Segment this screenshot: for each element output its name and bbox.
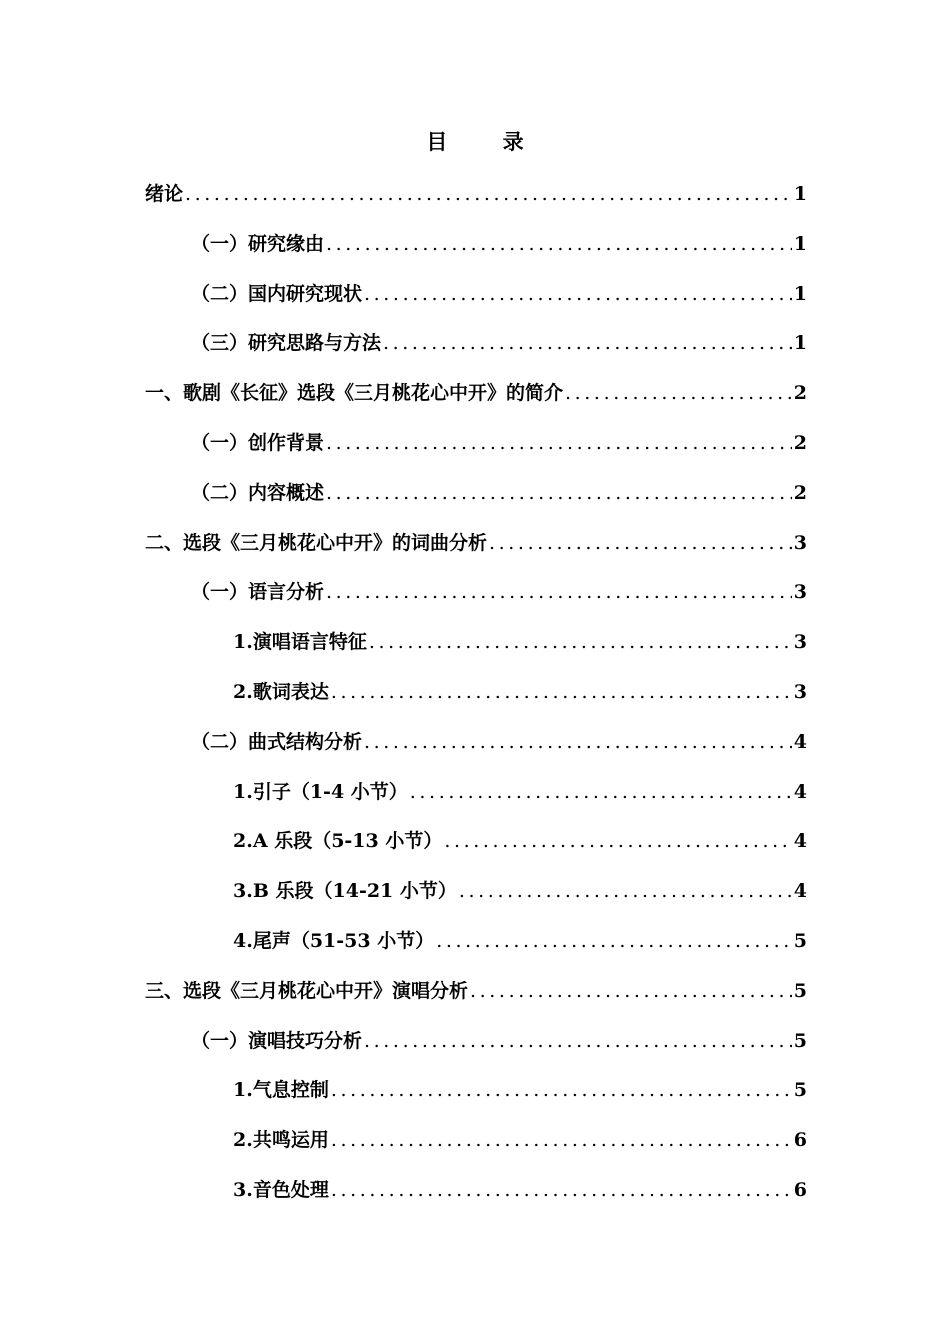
toc-entry-title: 二、选段《三月桃花心中开》的词曲分析: [145, 531, 488, 554]
toc-entry[interactable]: [145, 867, 807, 917]
toc-dot-leader: [331, 1166, 792, 1216]
toc-page-number: 1: [793, 232, 807, 255]
toc-entry-title: 1.气息控制: [233, 1079, 329, 1102]
toc-entry-title: 1.引子（1-4 小节）: [233, 780, 408, 803]
toc-dot-leader: [470, 967, 792, 1017]
toc-entry[interactable]: [145, 1017, 807, 1067]
toc-entry-title: 3.音色处理: [233, 1178, 329, 1201]
toc-entry[interactable]: [145, 917, 807, 967]
toc-dot-leader: [383, 319, 792, 369]
toc-entry-title: 4.尾声（51-53 小节）: [233, 929, 435, 952]
toc-dot-leader: [364, 270, 792, 320]
toc-entry-title: 一、歌剧《长征》选段《三月桃花心中开》的简介: [145, 382, 564, 405]
toc-entry[interactable]: [145, 768, 807, 818]
toc-entry-title: 2.共鸣运用: [233, 1129, 329, 1152]
toc-entry-title: （一）演唱技巧分析: [191, 1029, 363, 1052]
toc-dot-leader: [185, 170, 792, 220]
toc-dot-leader: [459, 867, 792, 917]
toc-dot-leader: [489, 519, 792, 569]
toc-page-number: 5: [793, 979, 807, 1002]
toc-entry-title: 3.B 乐段（14-21 小节）: [233, 880, 457, 903]
toc-list: [145, 170, 807, 1216]
toc-dot-leader: [331, 1116, 792, 1166]
toc-entry[interactable]: [145, 270, 807, 320]
toc-page-number: 5: [793, 1029, 807, 1052]
toc-page-number: 3: [793, 631, 807, 654]
toc-page-number: 3: [793, 680, 807, 703]
toc-page-number: 4: [793, 780, 807, 803]
toc-dot-leader: [326, 419, 792, 469]
toc-dot-leader: [326, 220, 792, 270]
toc-dot-leader: [326, 568, 792, 618]
toc-entry-title: 2.A 乐段（5-13 小节）: [233, 830, 443, 853]
toc-dot-leader: [364, 718, 792, 768]
toc-page-number: 4: [793, 830, 807, 853]
toc-entry[interactable]: [145, 967, 807, 1017]
toc-entry[interactable]: [145, 319, 807, 369]
toc-entry-title: （一）创作背景: [191, 431, 325, 454]
toc-entry[interactable]: [145, 718, 807, 768]
toc-page-number: 1: [793, 332, 807, 355]
toc-entry-title: 2.歌词表达: [233, 680, 329, 703]
toc-entry[interactable]: [145, 1066, 807, 1116]
toc-entry[interactable]: [145, 668, 807, 718]
toc-page-number: 2: [793, 431, 807, 454]
toc-dot-leader: [436, 917, 792, 967]
toc-dot-leader: [326, 469, 792, 519]
toc-entry[interactable]: [145, 220, 807, 270]
toc-entry[interactable]: [145, 519, 807, 569]
toc-dot-leader: [331, 668, 792, 718]
toc-entry-title: （二）曲式结构分析: [191, 730, 363, 753]
toc-entry[interactable]: [145, 817, 807, 867]
toc-entry[interactable]: [145, 170, 807, 220]
toc-entry-title: 三、选段《三月桃花心中开》演唱分析: [145, 979, 469, 1002]
toc-entry-title: （二）内容概述: [191, 481, 325, 504]
toc-dot-leader: [331, 1066, 792, 1116]
toc-page-number: 4: [793, 880, 807, 903]
toc-entry-title: （三）研究思路与方法: [191, 332, 382, 355]
toc-entry-title: （一）语言分析: [191, 581, 325, 604]
toc-dot-leader: [410, 768, 792, 818]
toc-page-number: 5: [793, 929, 807, 952]
toc-entry-title: （一）研究缘由: [191, 232, 325, 255]
toc-page-number: 4: [793, 730, 807, 753]
toc-entry[interactable]: [145, 1116, 807, 1166]
toc-entry-title: （二）国内研究现状: [191, 282, 363, 305]
toc-entry[interactable]: [145, 568, 807, 618]
toc-page-number: 6: [793, 1178, 807, 1201]
toc-entry[interactable]: [145, 469, 807, 519]
toc-entry[interactable]: [145, 1166, 807, 1216]
toc-entry[interactable]: [145, 618, 807, 668]
toc-page-number: 1: [793, 282, 807, 305]
toc-entry[interactable]: [145, 369, 807, 419]
toc-entry-title: 1.演唱语言特征: [233, 631, 367, 654]
toc-page-number: 3: [793, 581, 807, 604]
toc-dot-leader: [565, 369, 792, 419]
toc-entry[interactable]: [145, 419, 807, 469]
toc-page-number: 6: [793, 1129, 807, 1152]
toc-dot-leader: [369, 618, 792, 668]
toc-page-number: 2: [793, 382, 807, 405]
toc-page-number: 1: [793, 183, 807, 205]
toc-page-number: 2: [793, 481, 807, 504]
toc-page-number: 5: [793, 1079, 807, 1102]
toc-dot-leader: [444, 817, 791, 867]
toc-entry-title: 绪论: [145, 183, 184, 205]
toc-title: 目 录: [426, 129, 548, 154]
toc-dot-leader: [364, 1017, 792, 1067]
toc-page-number: 3: [793, 531, 807, 554]
